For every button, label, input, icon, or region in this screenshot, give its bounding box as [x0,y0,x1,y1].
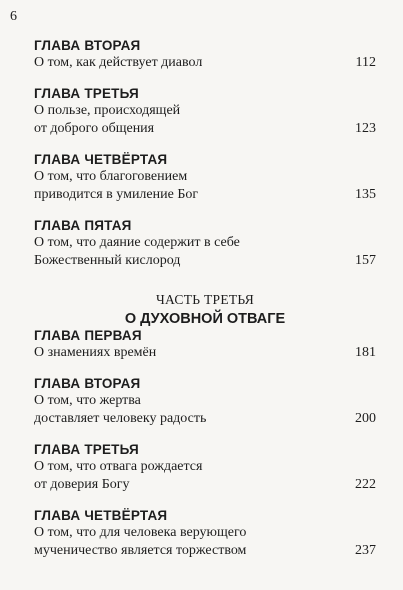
table-of-contents [34,38,376,560]
chapter-description [34,392,376,428]
chapter-page-number: 200 [355,411,376,426]
toc-section-top [34,38,376,270]
chapter-heading: ГЛАВА ПЕРВАЯ [34,328,142,343]
part-heading [34,292,376,328]
chapter-page-number: 237 [355,543,376,558]
chapter-description-line: О том, что жертва [34,393,141,408]
chapter-description [34,524,376,560]
toc-entry [34,376,376,428]
toc-entry [34,328,376,362]
chapter-description [34,102,376,138]
chapter-description [34,168,376,204]
chapter-heading: ГЛАВА ПЯТАЯ [34,218,132,233]
chapter-description-line: доставляет человеку радость [34,411,207,426]
part-label: ЧАСТЬ ТРЕТЬЯ [155,292,255,307]
chapter-page-number: 157 [355,253,376,268]
chapter-description-line: О том, как действует диавол [34,55,203,70]
chapter-page-number: 112 [355,55,376,70]
toc-entry [34,86,376,138]
chapter-description-line: О пользе, происходящей [34,103,181,118]
chapter-description-line: мученичество является торжеством [34,543,247,558]
chapter-description [34,344,376,362]
toc-entry [34,38,376,72]
part-title: О ДУХОВНОЙ ОТВАГЕ [124,311,286,327]
chapter-description-line: О том, что благоговением [34,169,188,184]
toc-entry [34,442,376,494]
chapter-heading: ГЛАВА ЧЕТВЁРТАЯ [34,152,168,167]
chapter-page-number: 135 [355,187,376,202]
chapter-description-line: О том, что отвага рождается [34,459,203,474]
chapter-heading: ГЛАВА ТРЕТЬЯ [34,442,139,457]
page-number: 6 [10,9,17,24]
toc-entry [34,508,376,560]
chapter-description-line: О том, что для человека верующего [34,525,247,540]
chapter-description-line: приводится в умиление Бог [34,187,199,202]
chapter-heading: ГЛАВА ВТОРАЯ [34,376,141,391]
chapter-description-line: Божественный кислород [34,253,181,268]
chapter-description-line: от доверия Богу [34,477,130,492]
chapter-heading: ГЛАВА ВТОРАЯ [34,38,141,53]
chapter-description-line: от доброго общения [34,121,155,136]
chapter-description-line: О знамениях времён [34,345,157,360]
toc-entry [34,218,376,270]
chapter-description [34,54,376,72]
chapter-description [34,234,376,270]
chapter-description-line: О том, что даяние содержит в себе [34,235,240,250]
chapter-page-number: 222 [355,477,376,492]
chapter-page-number: 181 [355,345,376,360]
toc-section-bottom [34,328,376,560]
chapter-heading: ГЛАВА ТРЕТЬЯ [34,86,139,101]
chapter-page-number: 123 [355,121,376,136]
toc-entry [34,152,376,204]
chapter-heading: ГЛАВА ЧЕТВЁРТАЯ [34,508,168,523]
chapter-description [34,458,376,494]
